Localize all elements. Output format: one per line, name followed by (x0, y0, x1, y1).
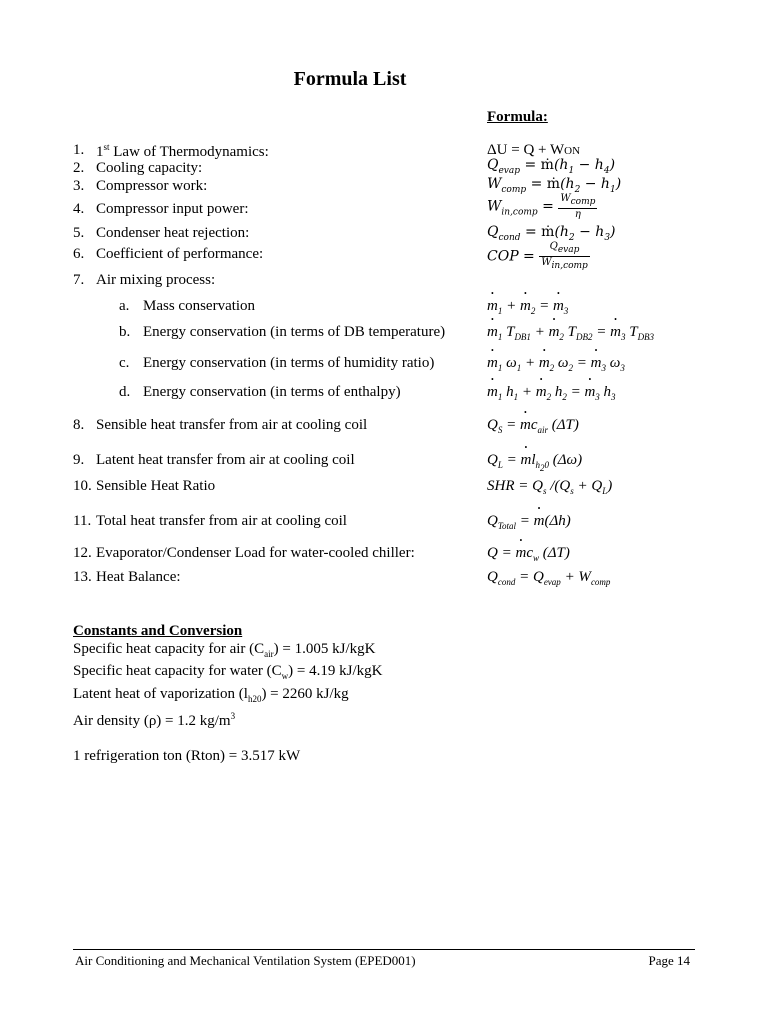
formula: $Q_{cond}$ = $ṁ(h_2 - h_3)$ (487, 224, 616, 243)
item-label: Mass conservation (143, 298, 256, 314)
item-number: 3. (73, 178, 85, 194)
formula: $Q_{Total}$ = • m(Δh) (487, 513, 571, 531)
item-label: Sensible heat transfer from air at cooling coil (96, 417, 368, 433)
list-item (73, 478, 733, 498)
footer-doc-title: Air Conditioning and Mechanical Ventilation System (EPED001) (75, 953, 416, 968)
formula: $W_{comp}$ = $ṁ(h_2 - h_1)$ (487, 176, 622, 195)
formula: $Q_S$ = • $mc_{air}$ (ΔT) (487, 417, 579, 435)
list-item (73, 355, 733, 375)
item-number: 4. (73, 201, 85, 217)
item-label: Coefficient of performance: (96, 246, 264, 262)
item-label: 1st Law of Thermodynamics: (96, 142, 269, 160)
item-number: c. (119, 355, 130, 371)
item-number: 13. (73, 569, 92, 585)
item-number: 10. (73, 478, 92, 494)
item-number: 9. (73, 452, 85, 468)
item-number: 12. (73, 545, 92, 561)
item-label: Compressor input power: (96, 201, 249, 217)
list-item (73, 417, 733, 437)
item-label: Evaporator/Condenser Load for water-cooled chiller: (96, 545, 415, 561)
formula: • $m_1$ $\omega_1$ + • $m_2$ $\omega_2$ = • $m_3$ $\omega_3$ (487, 355, 625, 373)
item-label: Sensible Heat Ratio (96, 478, 216, 494)
list-item (73, 157, 733, 180)
item-number: 8. (73, 417, 85, 433)
formula: $Q_{evap}$ = $ṁ(h_1 - h_4)$ (487, 157, 616, 176)
list-item (73, 569, 733, 589)
item-label: Latent heat transfer from air at cooling coil (96, 452, 355, 468)
item-number: 5. (73, 225, 85, 241)
formula: Q = • $mc_w$ (ΔT) (487, 545, 570, 563)
item-number: 7. (73, 272, 85, 288)
constant-line: Latent heat of vaporization $(l_{h20}) = 2260$ kJ/kg (73, 685, 349, 704)
list-item (73, 324, 733, 344)
list-item (73, 384, 733, 404)
item-label: Cooling capacity: (96, 160, 203, 176)
list-item (73, 178, 733, 198)
constant-line: 1 refrigeration ton (Rton) = 3.517 kW (73, 747, 301, 764)
footer-divider (73, 949, 695, 950)
list-item (73, 142, 733, 162)
item-number: d. (119, 384, 131, 400)
item-number: 1. (73, 142, 85, 158)
constants-heading: Constants and Conversion (73, 623, 243, 639)
formula-heading: Formula: (487, 109, 548, 125)
item-number: 2. (73, 160, 85, 176)
list-item (73, 545, 733, 565)
formula: • $m_1$ $h_1$ + • $m_2$ $h_2$ = • $m_3$ $h_3$ (487, 384, 616, 402)
formula: $Q_L$ = • $ml_{h_20}$ (Δω) (487, 452, 582, 473)
formula: ΔU = Q + WON (487, 142, 581, 158)
formula: • $m_1$ + • $m_2$ = • $m_3$ (487, 298, 568, 316)
formula: • $m_1$ $T_{DB1}$ + • $m_2$ $T_{DB2}$ = • $m_3$ $T_{DB3}$ (487, 324, 654, 342)
item-number: a. (119, 298, 130, 314)
item-label: Compressor work: (96, 178, 208, 194)
constants-section (73, 623, 382, 765)
list-item (73, 241, 733, 271)
item-label: Energy conservation (in terms of DB temperature) (143, 324, 446, 340)
formula: $Q_{cond} = Q_{evap} + W_{comp}$ (487, 569, 611, 587)
constant-line: Specific heat capacity for water $(C_w) = 4.19$ kJ/kgK (73, 663, 383, 681)
list-item (73, 272, 733, 292)
page-title: Formula List (293, 68, 407, 90)
item-label: Energy conservation (in terms of enthalpy) (143, 384, 401, 400)
item-number: b. (119, 324, 131, 340)
list-item (73, 193, 733, 221)
footer-page-number: Page 14 (648, 953, 690, 968)
list-item (73, 225, 733, 245)
constant-line: Air density (ρ) = 1.2 $kg/m^3$ (73, 711, 236, 729)
list-item (73, 298, 733, 318)
formula: SHR = $Q_s$ $/(Q_s + Q_L)$ (487, 478, 613, 496)
formula: $W_{in,comp}$ = $\frac{W_{comp}}{\eta}$ (487, 193, 596, 220)
item-number: 11. (73, 513, 92, 529)
item-label: Total heat transfer from air at cooling coil (96, 513, 347, 529)
item-label: Energy conservation (in terms of humidity ratio) (143, 355, 435, 371)
list-item (73, 513, 733, 533)
item-number: 6. (73, 246, 85, 262)
item-label: Air mixing process: (96, 272, 216, 288)
formula: COP = $\frac{Q_{evap}}{W_{in,comp}}$ (487, 241, 588, 271)
item-label: Heat Balance: (96, 569, 181, 585)
constant-line: Specific heat capacity for air $(C_{air}) = 1.005$ kJ/kgK (73, 640, 376, 659)
list-item (73, 452, 733, 472)
item-label: Condenser heat rejection: (96, 225, 250, 241)
